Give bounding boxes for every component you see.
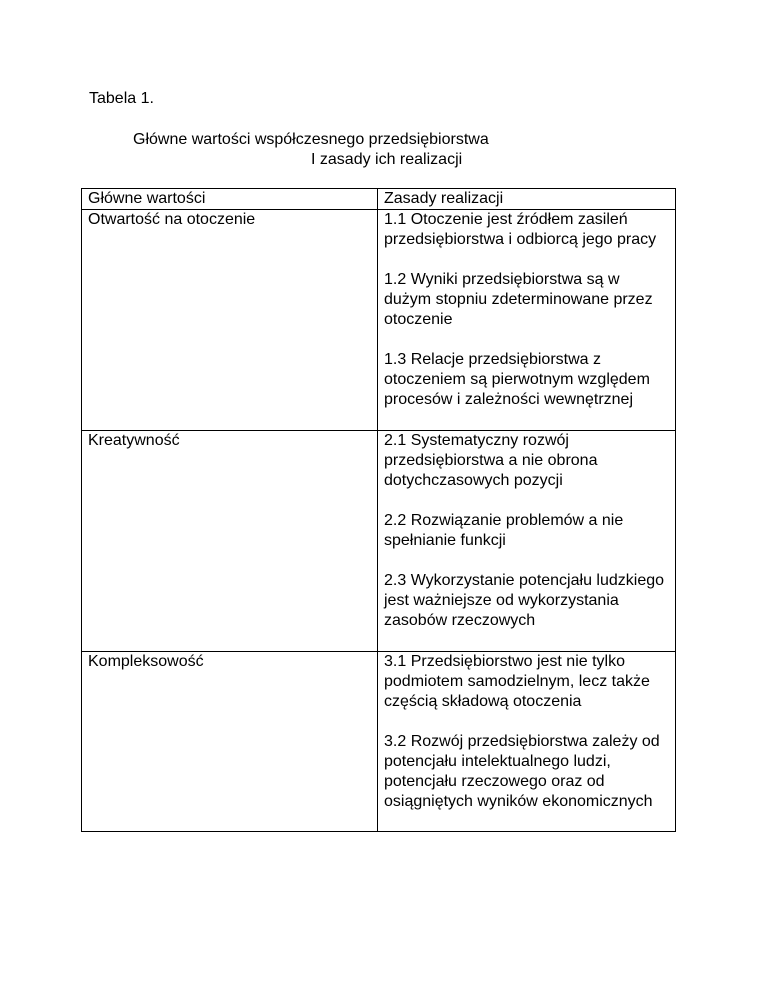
values-table — [81, 188, 676, 832]
header-main-values: Główne wartości — [82, 189, 378, 210]
principle-item: 3.2 Rozwój przedsiębiorstwa zależy od potencjału intelektualnego ludzi, potencjału rzeczowego oraz od osiągniętych wyników ekonomicznych — [384, 733, 660, 810]
table-row — [82, 210, 676, 431]
principle-item: 1.2 Wyniki przedsiębiorstwa są w dużym stopniu zdeterminowane przez otoczenie — [384, 271, 653, 328]
principle-item: 1.1 Otoczenie jest źródłem zasileń przedsiębiorstwa i odbiorcą jego pracy — [384, 211, 657, 248]
principles-cell — [378, 652, 676, 832]
table-title-line-1: Główne wartości współczesnego przedsiębiorstwa — [133, 131, 489, 148]
principle-item: 2.2 Rozwiązanie problemów a nie spełnianie funkcji — [384, 512, 624, 549]
principles-cell — [378, 210, 676, 431]
principle-item: 3.1 Przedsiębiorstwo jest nie tylko podmiotem samodzielnym, lecz także częścią składową otoczenia — [384, 653, 650, 710]
value-cell: Kompleksowość — [82, 652, 378, 832]
principles-cell — [378, 431, 676, 652]
principle-item: 2.3 Wykorzystanie potencjału ludzkiego jest ważniejsze od wykorzystania zasobów rzeczowych — [384, 572, 665, 629]
value-cell: Otwartość na otoczenie — [82, 210, 378, 431]
table-row — [82, 431, 676, 652]
principle-item: 2.1 Systematyczny rozwój przedsiębiorstwa a nie obrona dotychczasowych pozycji — [384, 432, 598, 489]
principle-item: 1.3 Relacje przedsiębiorstwa z otoczeniem są pierwotnym względem procesów i zależności wewnętrznej — [384, 351, 650, 408]
value-cell: Kreatywność — [82, 431, 378, 652]
table-title-line-2: I zasady ich realizacji — [311, 151, 463, 168]
table-header-row — [82, 189, 676, 210]
header-principles: Zasady realizacji — [378, 189, 676, 210]
table-row — [82, 652, 676, 832]
table-caption: Tabela 1. — [89, 90, 154, 107]
